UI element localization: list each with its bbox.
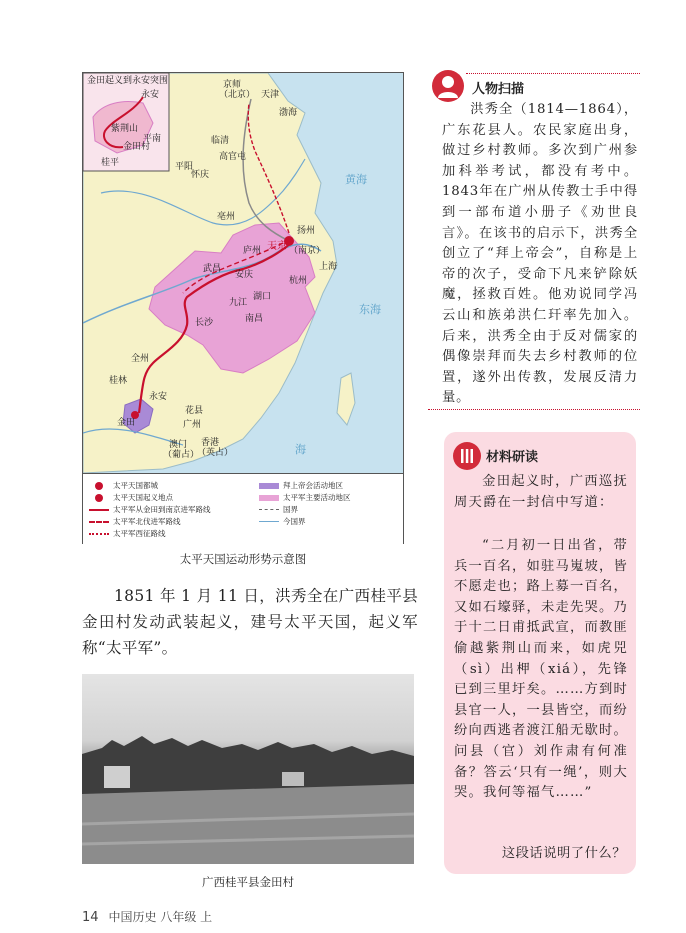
map-caption: 太平天国运动形势示意图 [179, 552, 307, 566]
panel-title: 材料研读 [486, 450, 539, 465]
photo-caption: 广西桂平县金田村 [202, 875, 294, 889]
place-label: 金田 [117, 418, 136, 428]
panel-divider [428, 409, 640, 410]
map-legend [83, 473, 403, 544]
panel-title: 人物扫描 [472, 82, 525, 97]
place-label: 天津 [261, 90, 280, 100]
place-label: 湖口 [253, 292, 272, 302]
inset-place: 永安 [141, 90, 160, 100]
material-quote: “二月初一日出省，带兵一百名，如驻马嵬坡，皆不愿走也；路上募一百名，又如石壕驿，未走先哭。乃于十二日甫抵武宣，而教匪偷越紫荆山而来，如虎兕（sì）出柙（xiá），先锋已到三里圩矣。……方到时县官一人，一县皆空，而纷纷向西逃者渡江船无歇时。问县（官）刘作肃有何准备？答云‘只有一绳’，则大哭。我何等福气……” [454, 538, 628, 801]
place-label: 杭州 [289, 276, 308, 286]
place-label: （南京） [289, 246, 326, 256]
place-label: （英占） [197, 448, 234, 458]
legend-item: 太平军北伐进军路线 [89, 516, 181, 527]
legend-item: 太平天国起义地点 [89, 492, 173, 503]
inset-title: 金田起义到永安突围 [87, 76, 169, 86]
main-text: 1851 年 1 月 11 日，洪秀全在广西桂平县金田村发动武装起义，建号太平天国，起义军称“太平军”。 [82, 587, 418, 657]
place-label: 全州 [131, 354, 150, 364]
legend-item: 太平军主要活动地区 [259, 492, 351, 503]
place-label: 扬州 [297, 226, 316, 236]
place-label: 上海 [319, 262, 338, 272]
book-title: 中国历史 八年级 上 [108, 910, 213, 924]
sea-label: 黄海 [345, 173, 367, 186]
page-footer [82, 908, 212, 925]
place-label: 京师 [223, 80, 242, 90]
person-text: 洪秀全（1814—1864），广东花县人。农民家庭出身，做过乡村教师。多次到广州参加科举考试，都没有考中。1843年在广州从传教士手中得到一部布道小册子《劝世良言》。在该书的启示下，洪秀全创立了“拜上帝会”，自称是上帝的次子，受命下凡来铲除妖魔，拯救百姓。他劝说同学冯云山和族弟洪仁玕率先加入。后来，洪秀全由于反对儒家的偶像崇拜而失去乡村教师的位置，遂外出传教，发展反清力量。 [442, 102, 638, 406]
place-label: 武昌 [203, 264, 222, 274]
place-label: 香港 [201, 438, 220, 448]
inset-place: 平南 [143, 134, 162, 144]
inset-place: 桂平 [101, 158, 120, 168]
place-label: （北京） [219, 90, 256, 100]
place-label: 长沙 [195, 318, 214, 328]
material-question: 这段话说明了什么？ [501, 846, 626, 861]
place-label: 澳门 [169, 440, 188, 450]
material-reading-panel [444, 432, 636, 874]
material-intro: 金田起义时，广西巡抚周天爵在一封信中写道： [454, 474, 628, 510]
place-label: 临清 [211, 136, 230, 146]
place-label: 渤海 [279, 108, 298, 118]
place-label: 平阳 [175, 162, 194, 172]
map-graphic [83, 73, 403, 473]
place-label: 高官屯 [219, 152, 247, 162]
legend-item: 太平军西征路线 [89, 528, 166, 539]
inset-place: 紫荆山 [111, 124, 139, 134]
legend-item: 太平天国都城 [89, 480, 158, 491]
map-figure [82, 72, 404, 544]
place-label: 亳州 [217, 212, 236, 222]
bars-icon [453, 442, 481, 470]
jintian-village-photo [82, 674, 414, 864]
person-icon [432, 70, 464, 102]
place-label: 广州 [183, 420, 202, 430]
page-number: 14 [82, 910, 99, 925]
panel-divider [466, 73, 640, 74]
place-label: 花县 [185, 406, 204, 416]
person-scan-panel [428, 68, 640, 413]
inset-place: 金田村 [123, 142, 151, 152]
sea-label: 海 [295, 443, 306, 456]
place-label: 南昌 [245, 314, 264, 324]
place-label: 天京 [267, 241, 287, 252]
place-label: 庐州 [243, 246, 262, 256]
place-label: 桂林 [109, 376, 128, 386]
place-label: 怀庆 [191, 170, 210, 180]
place-label: 永安 [149, 392, 168, 402]
legend-item: 国界 [259, 504, 298, 515]
legend-item: 太平军从金田到南京进军路线 [89, 504, 211, 515]
place-label: 九江 [229, 298, 248, 308]
legend-item: 今国界 [259, 516, 306, 527]
sea-label: 东海 [359, 303, 381, 316]
main-paragraph [82, 583, 418, 661]
legend-item: 拜上帝会活动地区 [259, 480, 343, 491]
place-label: （葡占） [163, 450, 200, 460]
place-label: 安庆 [235, 270, 254, 280]
